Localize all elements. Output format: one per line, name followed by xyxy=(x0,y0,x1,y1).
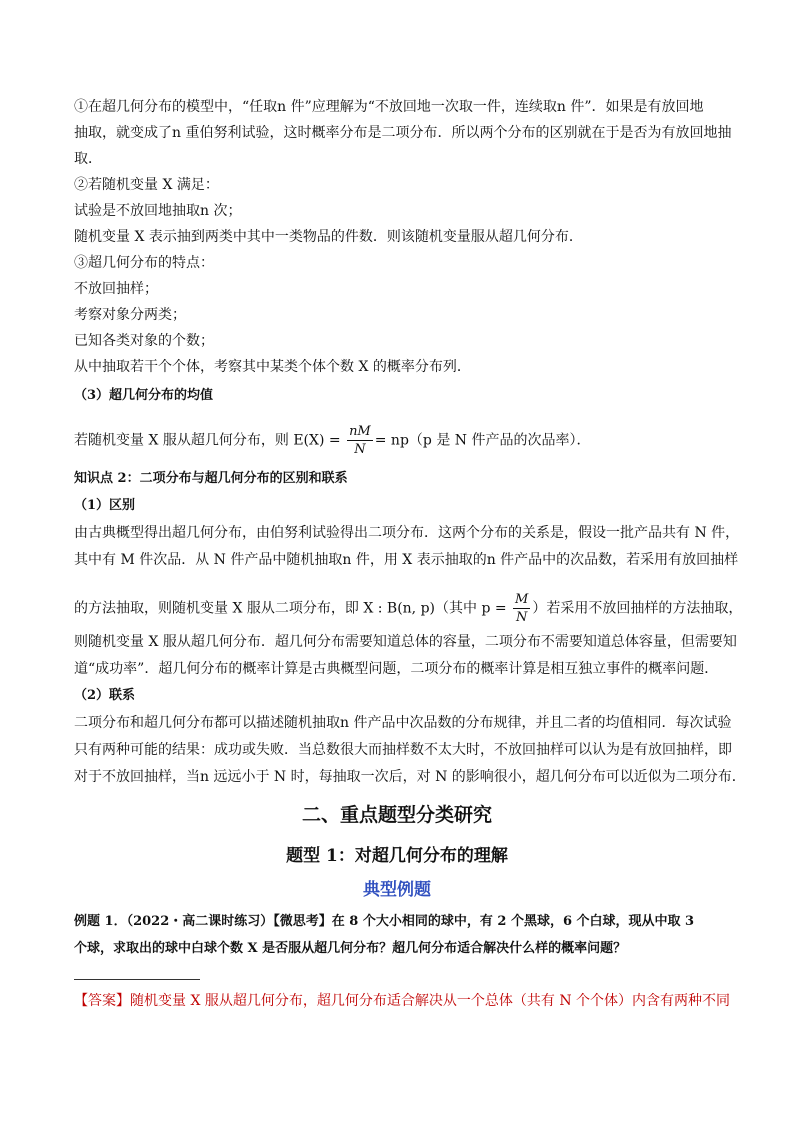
formula-line xyxy=(74,591,743,626)
example-question-line: 个球，求取出的球中白球个数 X 是否服从超几何分布？超几何分布适合解决什么样的概率问题？ xyxy=(74,941,627,956)
fraction-denominator: N xyxy=(516,610,528,625)
knowledge-point-heading: 知识点 2：二项分布与超几何分布的区别和联系 xyxy=(74,471,348,486)
paragraph-line: 考察对象分两类； xyxy=(74,307,186,323)
paragraph-line: 由古典概型得出超几何分布，由伯努利试验得出二项分布．这两个分布的关系是，假设一批产品共有 N 件， xyxy=(74,525,740,541)
answer-line xyxy=(74,991,734,1011)
paragraph-line: 试验是不放回地抽取n 次； xyxy=(74,203,242,219)
paragraph-line: ②若随机变量 X 满足： xyxy=(74,177,219,193)
example-heading: 典型例题 xyxy=(363,880,431,900)
paragraph-line: 从中抽取若干个个体，考察其中某类个体个数 X 的概率分布列． xyxy=(74,359,471,375)
fraction-nm-over-n xyxy=(347,423,373,458)
fraction-denominator: N xyxy=(354,442,366,457)
paragraph-line: 其中有 M 件次品．从 N 件产品中随机抽取n 件，用 X 表示抽取的n 件产品中的次品数，若采用有放回抽样 xyxy=(74,552,739,568)
paragraph-line: 已知各类对象的个数； xyxy=(74,333,214,349)
answer-divider xyxy=(74,979,200,980)
paragraph-line: 抽取，就变成了n 重伯努利试验，这时概率分布是二项分布．所以两个分布的区别就在于是否为有放回地抽 xyxy=(74,125,732,141)
paragraph-line: ①在超几何分布的模型中，“任取n 件”应理解为“不放回地一次取一件，连续取n 件”．如果是有放回地 xyxy=(74,99,704,115)
subsection-heading: （2）联系 xyxy=(74,688,136,703)
answer-text: 随机变量 X 服从超几何分布，超几何分布适合解决从一个总体（共有 N 个个体）内含有两种不同 xyxy=(130,993,731,1009)
paragraph-line: 不放回抽样； xyxy=(74,281,158,297)
section-title: 二、重点题型分类研究 xyxy=(301,804,492,826)
subsection-heading: （1）区别 xyxy=(74,498,136,513)
answer-tag: 【答案】 xyxy=(74,993,130,1009)
fraction-numerator: M xyxy=(515,592,529,607)
paragraph-line: 二项分布和超几何分布都可以描述随机抽取n 件产品中次品数的分布规律，并且二者的均值相同．每次试验 xyxy=(74,715,732,731)
paragraph-line: 随机变量 X 表示抽到两类中其中一类物品的件数．则该随机变量服从超几何分布． xyxy=(74,229,583,245)
formula-text-end: = np（p 是 N 件产品的次品率）． xyxy=(374,432,591,449)
paragraph-line: 对于不放回抽样，当n 远远小于 N 时，每抽取一次后，对 N 的影响很小，超几何分布可以近似为二项分布． xyxy=(74,769,746,785)
paragraph-line: 道“成功率”．超几何分布的概率计算是古典概型问题，二项分布的概率计算是相互独立事件的概率问题． xyxy=(74,661,719,677)
paragraph-line: 则随机变量 X 服从超几何分布．超几何分布需要知道总体的容量，二项分布不需要知道总体容量，但需要知 xyxy=(74,634,737,650)
fraction-numerator: nM xyxy=(349,424,371,439)
fraction-m-over-n xyxy=(513,591,530,626)
paragraph-line: 只有两种可能的结果：成功或失败．当总数很大而抽样数不太大时，不放回抽样可以认为是有放回抽样，即 xyxy=(74,742,732,758)
example-question-line: 例题 1．（2022・高二课时练习）【微思考】在 8 个大小相同的球中，有 2 个黑球，6 个白球，现从中取 3 xyxy=(74,914,695,929)
formula-text-end: ）若采用不放回抽样的方法抽取， xyxy=(532,600,743,617)
formula-text-start: 的方法抽取，则随机变量 X 服从二项分布，即 X : B(n, p)（其中 p = xyxy=(74,600,512,617)
formula-line xyxy=(74,423,734,458)
subsection-heading: （3）超几何分布的均值 xyxy=(74,388,214,403)
paragraph-line: 取． xyxy=(74,151,102,167)
paragraph-line: ③超几何分布的特点： xyxy=(74,255,214,271)
formula-text-start: 若随机变量 X 服从超几何分布，则 E(X) = xyxy=(74,432,346,449)
question-type-title: 题型 1：对超几何分布的理解 xyxy=(286,846,508,866)
